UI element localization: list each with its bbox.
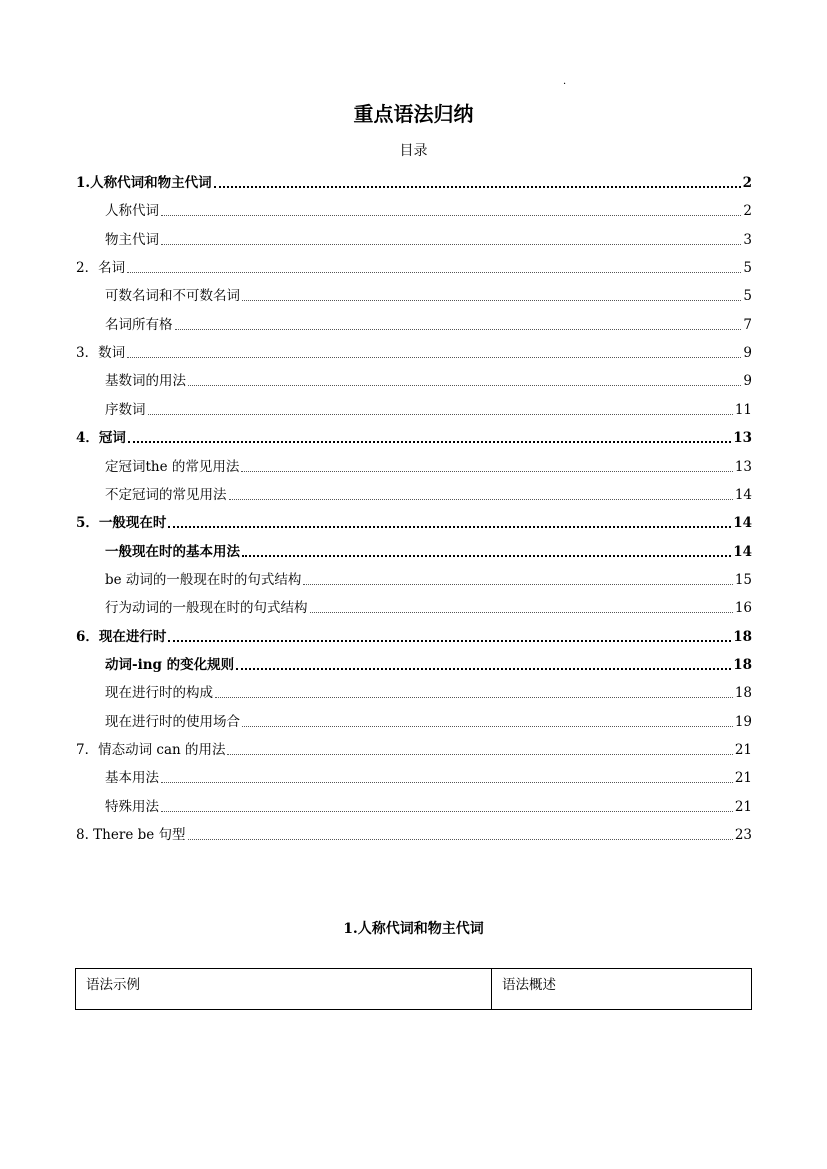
toc-entry-label: 序数词 bbox=[105, 401, 146, 418]
toc-entry-page: 13 bbox=[734, 458, 752, 475]
toc-entry-label: 2．名词 bbox=[76, 260, 126, 277]
toc-entry-page: 9 bbox=[743, 345, 752, 362]
toc-entry[interactable] bbox=[76, 340, 752, 362]
toc-leader-dots bbox=[227, 754, 732, 755]
toc-entry-label: 现在进行时的使用场合 bbox=[105, 713, 240, 730]
toc-leader-dots bbox=[310, 612, 733, 613]
toc-leader-dots bbox=[241, 471, 732, 472]
toc-entry-page: 11 bbox=[734, 401, 752, 418]
toc-entry-label: 不定冠词的常见用法 bbox=[105, 486, 227, 503]
toc-entry-label: 7．情态动词 can 的用法 bbox=[76, 742, 226, 758]
toc-entry-label: 动词-ing 的变化规则 bbox=[105, 656, 235, 673]
toc-entry-label: 3．数词 bbox=[76, 345, 126, 362]
section-title: 1.人称代词和物主代词 bbox=[343, 921, 484, 937]
toc-leader-dots bbox=[161, 215, 741, 216]
toc-entry-page: 16 bbox=[734, 600, 752, 617]
toc-entry-label: 6．现在进行时 bbox=[76, 628, 167, 645]
toc-entry-label: 现在进行时的构成 bbox=[105, 685, 213, 702]
toc-entry[interactable] bbox=[105, 454, 752, 476]
toc-entry[interactable] bbox=[76, 822, 752, 844]
toc-entry-label: 特殊用法 bbox=[105, 798, 159, 815]
toc-entry-label: 行为动词的一般现在时的句式结构 bbox=[105, 600, 308, 617]
toc-leader-dots bbox=[229, 499, 733, 500]
toc-entry-label: 基数词的用法 bbox=[105, 373, 186, 390]
toc-entry-label: 一般现在时的基本用法 bbox=[105, 543, 240, 560]
toc-entry[interactable] bbox=[105, 709, 752, 731]
toc-entry-label: 人称代词 bbox=[105, 203, 159, 220]
toc-entry-page: 21 bbox=[734, 770, 752, 787]
table-header-cell: 语法概述 bbox=[492, 969, 752, 1010]
toc-entry-page: 18 bbox=[734, 685, 752, 702]
toc-entry[interactable] bbox=[76, 255, 752, 277]
toc-entry[interactable] bbox=[105, 198, 752, 220]
toc-leader-dots bbox=[128, 441, 731, 443]
toc-entry-page: 18 bbox=[733, 628, 752, 645]
toc-entry[interactable] bbox=[105, 794, 752, 816]
table-header-cell: 语法示例 bbox=[76, 969, 492, 1010]
toc-leader-dots bbox=[242, 555, 731, 557]
toc-entry[interactable] bbox=[76, 624, 752, 646]
toc-entry-page: 14 bbox=[734, 486, 752, 503]
toc-entry-page: 19 bbox=[734, 713, 752, 730]
toc-entry[interactable] bbox=[105, 652, 752, 674]
toc-leader-dots bbox=[242, 300, 741, 301]
toc-entry-label: 物主代词 bbox=[105, 231, 159, 248]
toc-leader-dots bbox=[161, 244, 741, 245]
grammar-table bbox=[75, 968, 752, 1010]
toc-entry[interactable] bbox=[105, 283, 752, 305]
toc-entry-page: 7 bbox=[743, 316, 752, 333]
toc-leader-dots bbox=[175, 329, 742, 330]
toc-entry[interactable] bbox=[105, 539, 752, 561]
toc-entry[interactable] bbox=[105, 397, 752, 419]
toc-entry-label: 4．冠词 bbox=[76, 430, 126, 447]
toc-leader-dots bbox=[168, 640, 731, 642]
toc-leader-dots bbox=[303, 584, 732, 585]
toc-entry-page: 14 bbox=[733, 543, 752, 560]
toc-leader-dots bbox=[236, 668, 731, 670]
toc-entry[interactable] bbox=[76, 737, 752, 759]
toc-entry-page: 21 bbox=[734, 742, 752, 758]
toc-leader-dots bbox=[242, 726, 733, 727]
toc-leader-dots bbox=[127, 357, 741, 358]
toc-entry-label: 定冠词the 的常见用法 bbox=[105, 458, 240, 475]
toc-leader-dots bbox=[188, 385, 741, 386]
header-mark: · bbox=[563, 79, 567, 90]
toc-leader-dots bbox=[127, 272, 741, 273]
toc-entry-page: 18 bbox=[733, 656, 752, 673]
toc-leader-dots bbox=[161, 782, 733, 783]
toc-leader-dots bbox=[168, 526, 731, 528]
toc-entry-page: 9 bbox=[743, 373, 752, 390]
toc-entry[interactable] bbox=[105, 227, 752, 249]
toc-leader-dots bbox=[188, 839, 733, 840]
toc-leader-dots bbox=[214, 186, 741, 188]
toc-entry-page: 15 bbox=[734, 571, 752, 588]
toc-entry[interactable] bbox=[105, 680, 752, 702]
toc-entry-page: 3 bbox=[743, 231, 752, 248]
table-header-row bbox=[76, 969, 752, 1010]
toc-entry-page: 5 bbox=[743, 260, 752, 277]
toc-entry-label: 5．一般现在时 bbox=[76, 515, 167, 532]
toc-entry-page: 2 bbox=[743, 203, 752, 220]
toc-entry-page: 23 bbox=[734, 827, 752, 844]
toc-leader-dots bbox=[148, 414, 733, 415]
page-title: 重点语法归纳 bbox=[353, 102, 474, 126]
toc-entry-page: 5 bbox=[743, 288, 752, 305]
toc-entry[interactable] bbox=[105, 765, 752, 787]
toc-entry-label: 名词所有格 bbox=[105, 316, 173, 333]
toc-entry[interactable] bbox=[105, 595, 752, 617]
toc-entry-label: 可数名词和不可数名词 bbox=[105, 288, 240, 305]
toc-entry[interactable] bbox=[105, 312, 752, 334]
toc-entry-label: 8. There be 句型 bbox=[76, 827, 186, 844]
toc-entry-label: be 动词的一般现在时的句式结构 bbox=[105, 571, 302, 588]
toc-entry-page: 21 bbox=[734, 798, 752, 815]
toc-heading: 目录 bbox=[399, 143, 428, 159]
toc-entry[interactable] bbox=[105, 368, 752, 390]
toc-entry-label: 1.人称代词和物主代词 bbox=[76, 175, 212, 191]
toc-entry-label: 基本用法 bbox=[105, 770, 159, 787]
toc-entry[interactable] bbox=[105, 567, 752, 589]
toc-leader-dots bbox=[161, 811, 733, 812]
toc-entry[interactable] bbox=[76, 425, 752, 447]
toc-entry-page: 13 bbox=[733, 430, 752, 447]
toc-leader-dots bbox=[215, 697, 733, 698]
toc-entry[interactable] bbox=[76, 170, 752, 192]
toc-entry[interactable] bbox=[105, 482, 752, 504]
toc-entry-page: 14 bbox=[733, 515, 752, 532]
toc-entry-page: 2 bbox=[742, 175, 752, 191]
toc-entry[interactable] bbox=[76, 510, 752, 532]
